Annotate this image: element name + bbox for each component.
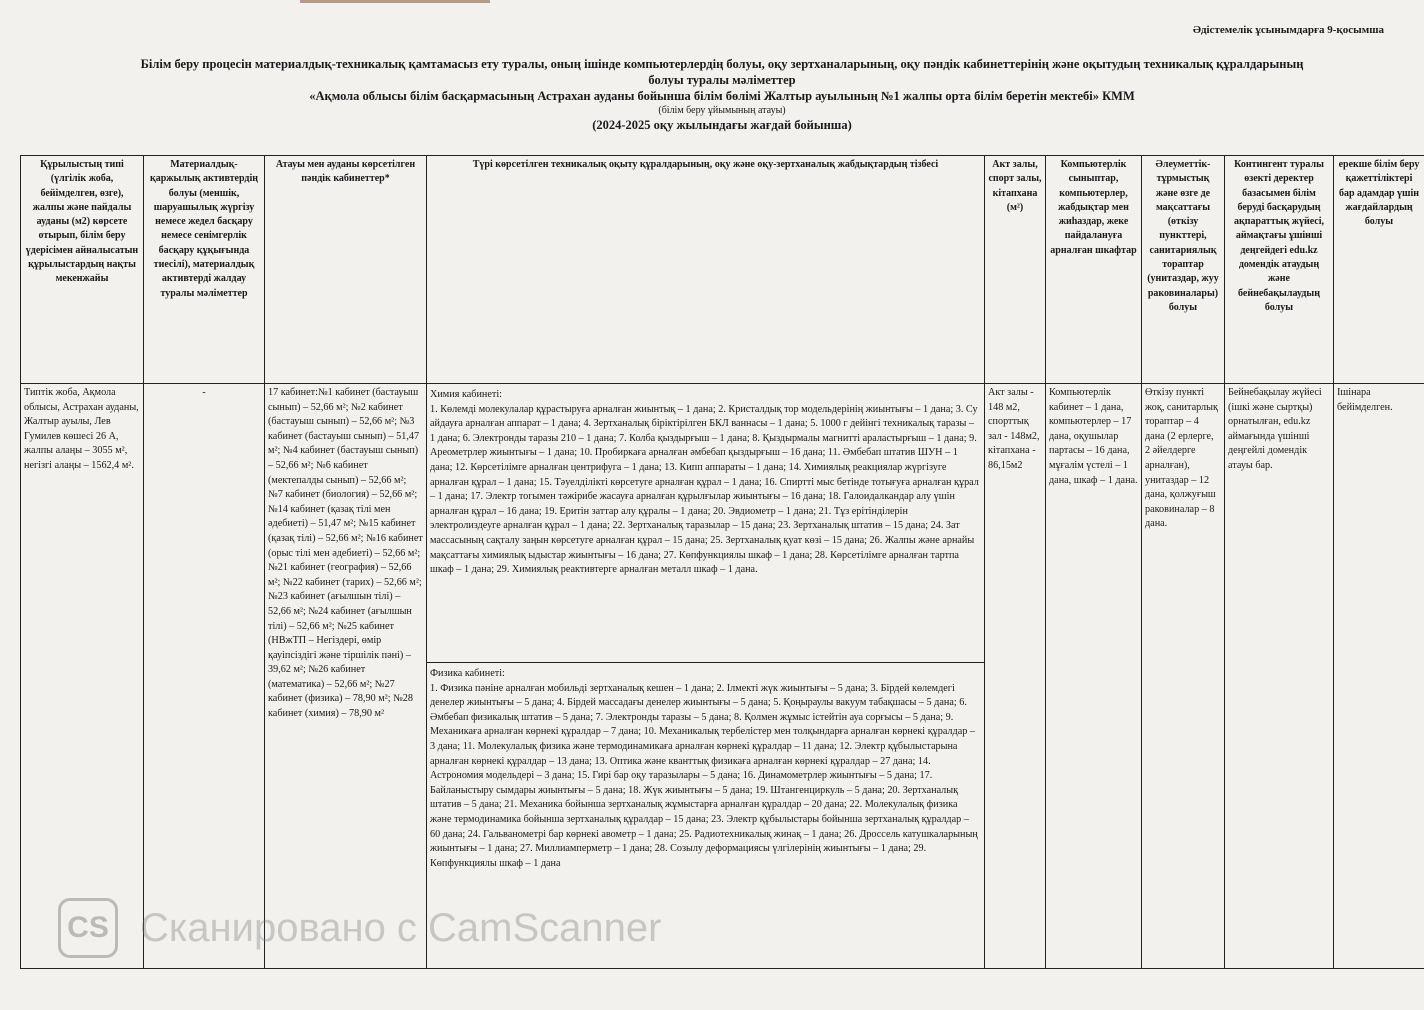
social-cell: Өткізу пункті жоқ, санитарлық тораптар – 4 дана (2 ерлерге, 2 әйелдерге арналған), унитаздар – 12 дана, қолжуғыш раковиналар – 8 дана. bbox=[1142, 384, 1225, 969]
header-halls: Акт залы, спорт залы, кітапхана (м²) bbox=[985, 156, 1046, 384]
watermark-text: Сканировано с CamScanner bbox=[140, 905, 662, 950]
title-line-1: Білім беру процесін материалдық-техникалық қамтамасыз ету туралы, оның ішінде компьютерлердің болуы, оқу зертханаларының, оқу пәндік кабинеттерінің және оқытудың техникалық құралдарының bbox=[140, 57, 1304, 71]
document-heading bbox=[20, 56, 1424, 133]
header-assets: Материалдық-қаржылық активтердің болуы (меншік, шаруашылық жүргізу немесе жедел басқару немесе сенімгерлік басқару құқығында тиесілі), материалдық активтерді жалдау туралы мәліметтер bbox=[144, 156, 265, 384]
header-equipment: Түрі көрсетілген техникалық оқыту құралдарының, оқу және оқу-зертханалық жабдықтардың тізбесі bbox=[427, 156, 985, 384]
equipment-cell bbox=[427, 384, 985, 969]
header-social: Әлеуметтік-тұрмыстық және өзге де мақсаттағы (өткізу пункттері, санитариялық тораптар (унитаздар, жуу раковиналары) болуы bbox=[1142, 156, 1225, 384]
camscanner-logo-icon: CS bbox=[58, 898, 118, 958]
header-info-system: Контингент туралы өзекті деректер базасымен білім беруді басқарудың ақпараттық жүйесі, аймақтағы ұшінші деңгейдегі edu.kz домендік атаудың және бейнебақылаудың болуы bbox=[1225, 156, 1334, 384]
material-base-table bbox=[20, 155, 1424, 969]
title-line-2: болуы туралы мәліметтер bbox=[648, 73, 796, 87]
assets-value: - bbox=[202, 387, 206, 398]
cabinets-cell: 17 кабинет:№1 кабинет (бастауыш сынып) – 52,66 м²; №2 кабинет (бастауыш сынып) – 52,66 м²; №3 кабинет (бастауыш сынып) – 51,47 м²; №4 кабинет (бастауыш сынып) – 52,66 м²; №6 кабинет (мектепалды сынып) – 52,66 м²; №7 кабинет (биология) – 52,66 м²; №14 кабинет (қазақ тілі мен әдебиеті) – 51,47 м²; №15 кабинет (қазақ тілі) – 52,66 м²; №16 кабинет (орыс тілі мен әдебиеті) – 52,66 м²; №21 кабинет (география) – 52,66 м²; №22 кабинет (тарих) – 52,66 м²; №23 кабинет (ағылшын тілі) – 52,66 м²; №24 кабинет (ағылшын тілі) – 52,66 м²; №25 кабинет (НВжТП – Негіздері, өмір қауіпсіздігі және тіршілік пәні) – 39,62 м²; №26 кабинет (математика) – 52,66 м²; №27 кабинет (физика) – 78,90 м²; №28 кабинет (химия) – 78,90 м² bbox=[265, 384, 427, 969]
chemistry-list: 1. Көлемді молекулалар құрастыруға арналған жиынтық – 1 дана; 2. Кристалдық тор модельдерінің жиынтығы – 1 дана; 3. Су айдауға арналған аппарат – 1 дана; 4. Зертханалық біріктірілген БКЛ ваннасы – 1 дана; 5. 1000 г дейінгі техникалық таразы – 1 дана; 6. Электронды таразы 210 – 1 дана; 7. Колба қыздырғыш – 1 дана; 8. Қыздырмалы магнитті араластырғыш – 1 дана; 9. Ареометрлер жиынтығы – 1 дана; 10. Пробиркаға арналған әмбебап қыздырғыш – 16 дана; 11. Әмбебап штатив ШУН – 1 дана; 12. Көрсетілімге арналған центрифуга – 1 дана; 13. Кипп аппараты – 1 дана; 14. Химиялық реакциялар жүргізуге арналған құрал – 1 дана; 15. Тәуелділікті көрсетуге арналған құрал – 1 дана; 16. Спиртті мыс бетінде тотығуға арналған құрал – 1 дана; 17. Электр тогымен тәжірибе жасауға арналған құрылғылар жиынтығы – 16 дана; 18. Галоидалкандар алу үшін арналған құрал – 16 дана; 19. Еритін заттар алу құралы – 1 дана; 20. Эвдиометр – 1 дана; 21. Тұз ерітінділерін электролиздеуге арналған құрал – 1 дана; 22. Зертханалық таразылар – 15 дана; 23. Зертханалық штатив – 15 дана; 24. Зат массасының сақталу заңын көрсетуге арналған құрал – 15 дана; 25. Зертханалық қуат көзі – 15 дана; 26. Жалпы және арнайы мақсаттағы химиялық ыдыстар жиынтығы – 16 дана; 27. Көпфункциялы шкаф – 1 дана; 28. Көрсетілімге арналған тартпа шкаф – 1 дана; 29. Химиялық реактивтерге арналған металл шкаф – 1 дана. bbox=[430, 403, 979, 576]
academic-year: (2024-2025 оқу жылындағы жағдай бойынша) bbox=[592, 118, 852, 132]
special-needs-cell: Ішінара бейімделген. bbox=[1334, 384, 1424, 969]
header-special-needs: ерекше білім беру қажеттіліктері бар адамдар үшін жағдайлардың болуы bbox=[1334, 156, 1424, 384]
building-cell: Типтік жоба, Ақмола облысы, Астрахан ауданы, Жалтыр ауылы, Лев Гумилев көшесі 26 А, жалпы алаңы – 3055 м², негізгі алаңы – 1562,4 м². bbox=[21, 384, 144, 969]
header-computers: Компьютерлік сыныптар, компьютерлер, жабдықтар мен жиһаздар, жеке пайдалануға арналған шкафтар bbox=[1046, 156, 1142, 384]
appendix-label: Әдістемелік ұсынымдарға 9-қосымша bbox=[1192, 24, 1384, 36]
physics-title: Физика кабинеті: bbox=[430, 668, 505, 679]
halls-cell: Акт залы - 148 м2, спорттық зал - 148м2, кітапхана - 86,15м2 bbox=[985, 384, 1046, 969]
scan-edge-strip bbox=[300, 0, 490, 3]
organization-name: «Ақмола облысы білім басқармасының Астрахан ауданы бойынша білім бөлімі Жалтыр ауылының №1 жалпы орта білім беретін мектебі» КММ bbox=[309, 89, 1135, 103]
table-row bbox=[21, 384, 1424, 969]
camscanner-watermark bbox=[58, 896, 661, 960]
header-row bbox=[21, 156, 1424, 384]
header-cabinets: Атауы мен ауданы көрсетілген пәндік кабинеттер* bbox=[265, 156, 427, 384]
computers-cell: Компьютерлік кабинет – 1 дана, компьютерлер – 17 дана, оқушылар партасы – 16 дана, мұғалім үстелі – 1 дана, шкаф – 1 дана. bbox=[1046, 384, 1142, 969]
info-system-cell: Бейнебақылау жүйесі (ішкі және сыртқы) орнатылған, edu.kz аймағында үшінші деңгейлі домендік атауы бар. bbox=[1225, 384, 1334, 969]
physics-list: 1. Физика пәніне арналған мобильді зертханалық кешен – 1 дана; 2. Ілмекті жүк жиынтығы – 5 дана; 3. Бірдей көлемдегі денелер жиынтығы – 5 дана; 4. Бірдей массадағы денелер жиынтығы – 5 дана; 5. Қоңыраулы вакуум табақшасы – 5 дана; 6. Әмбебап физикалық штатив – 5 дана; 7. Электронды таразы – 5 дана; 8. Қолмен жұмыс істейтін ауа сорғысы – 5 дана; 9. Механикаға арналған көрнекі құралдар – 7 дана; 10. Механикалық тербелістер мен толқындарға арналған көрнекі құралдар – 3 дана; 11. Молекулалық физика және термодинамикаға арналған көрнекі құралдар – 11 дана; 12. Электр құбылыстарына арналған көрнекі құралдар – 13 дана; 13. Оптика және кванттық физикаға арналған көрнекі құралдар – 27 дана; 14. Астрономия модельдері – 3 дана; 15. Гирі бар оқу таразылары – 5 дана; 16. Динамометрлер жиынтығы – 5 дана; 17. Байланыстыру сымдары жиынтығы – 5 дана; 18. Жүк жиынтығы – 5 дана; 19. Штангенциркуль – 5 дана; 20. Зертханалық штатив – 5 дана; 21. Механика бойынша зертханалық жұмыстарға арналған құралдар – 20 дана; 22. Молекулалық физика және термодинамика бойынша зертханалық құралдар – 15 дана; 23. Электр құбылыстары бойынша зертханалық құралдар – 60 дана; 24. Гальванометрі бар көрнекі авометр – 1 дана; 25. Радиотехникалық жинақ – 1 дана; 26. Дроссель катушкаларының жиынтығы – 1 дана; 27. Миллиамперметр – 1 дана; 28. Созылу деформациясы үлгілерінің жиынтығы – 1 дана; 29. Көпфункциялы шкаф – 1 дана bbox=[430, 682, 978, 869]
chemistry-section bbox=[427, 384, 984, 663]
organization-caption: (білім беру ұйымының атауы) bbox=[658, 105, 786, 116]
chemistry-title: Химия кабинеті: bbox=[430, 389, 502, 400]
header-building: Құрылыстың типі (үлгілік жоба, бейімделген, өзге), жалпы және пайдалы ауданы (м2) көрсете отырып, білім беру үдерісімен айналысатын құрылыстардың нақты мекенжайы bbox=[21, 156, 144, 384]
assets-cell bbox=[144, 384, 265, 969]
